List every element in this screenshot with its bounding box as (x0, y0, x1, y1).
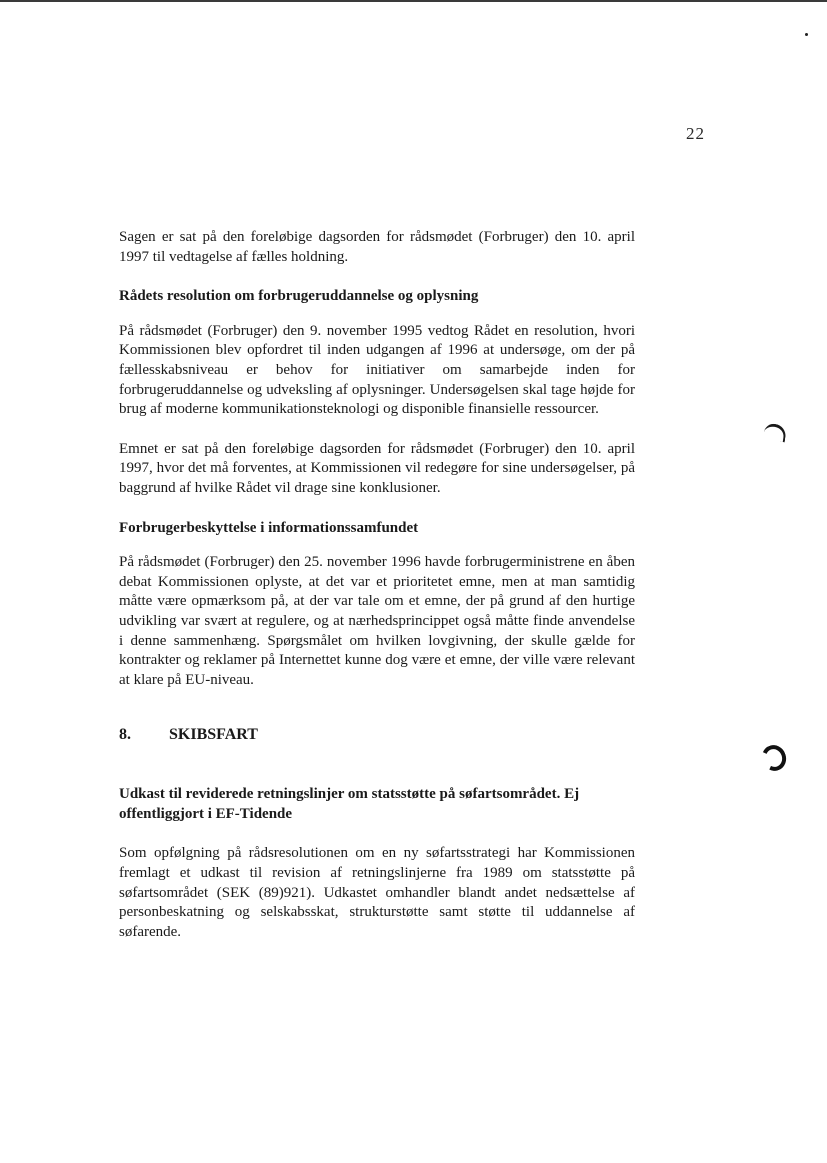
document-body (119, 228, 635, 942)
heading-consumer-protection-information-society: Forbrugerbeskyttelse i informationssamfundet (119, 519, 419, 536)
paragraph-maritime-strategy: Som opfølgning på rådsresolutionen om en ny søfartsstrategi har Kommissionen fremlagt et udkast til revision af retningslinjerne fra 1989 om statsstøtte på søfartsområdet (SEK (89)921). Udkastet omhandler blandt andet nedsættelse af personbeskatning og selskabsskat, strukturstøtte samt støtte til uddannelse af søfarende. (119, 845, 635, 940)
paragraph-agenda-commission-report: Emnet er sat på den foreløbige dagsorden for rådsmødet (Forbruger) den 10. april 1997, hvor det må forventes, at Kommissionen vil redegøre for sine undersøgelser, på baggrund af hvilke Rådet vil drage sine konklusioner. (119, 440, 635, 496)
heading-consumer-education: Rådets resolution om forbrugeruddannelse og oplysning (119, 288, 479, 305)
paragraph-agenda-consumer-council: Sagen er sat på den foreløbige dagsorden for rådsmødet (Forbruger) den 10. april 1997 til vedtagelse af fælles holdning. (119, 229, 635, 265)
section-title: SKIBSFART (169, 726, 258, 744)
page-number: 22 (686, 124, 705, 143)
scan-speck (805, 33, 808, 36)
punch-hole-mark-top (763, 423, 787, 443)
section-number: 8. (119, 726, 131, 744)
section-heading-shipping (119, 725, 635, 745)
top-border-line (0, 0, 827, 2)
paragraph-open-debate: På rådsmødet (Forbruger) den 25. november 1996 havde forbrugerministrene en åben debat Kommissionen oplyste, at det var et prioritetet emne, men at man samtidig måtte være opmærksom på, at der var tale om et emne, der på grund af den hurtige udvikling var svært at regulere, og at nærhedsprincippet også måtte finde anvendelse i denne sammenhæng. Spørgsmålet om hvilken lovgivning, der skulle gælde for kontrakter og reklamer på Internettet kunne dog være et emne, der ville være relevant at klare på EU-niveau. (119, 554, 635, 688)
punch-hole-mark-bottom (758, 742, 789, 775)
paragraph-council-resolution: På rådsmødet (Forbruger) den 9. november 1995 vedtog Rådet en resolution, hvori Kommissionen blev opfordret til inden udgangen af 1996 at undersøge, om der på fællesskabsniveau er behov for initiativer om samarbejde inden for forbrugeruddannelse og udveksling af oplysninger. Undersøgelsen skal tage højde for brug af moderne kommunikationsteknologi og disponible finansielle ressourcer. (119, 322, 635, 418)
heading-state-aid-guidelines: Udkast til reviderede retningslinjer om statsstøtte på søfartsområdet. Ej offentliggjort i EF-Tidende (119, 786, 580, 822)
